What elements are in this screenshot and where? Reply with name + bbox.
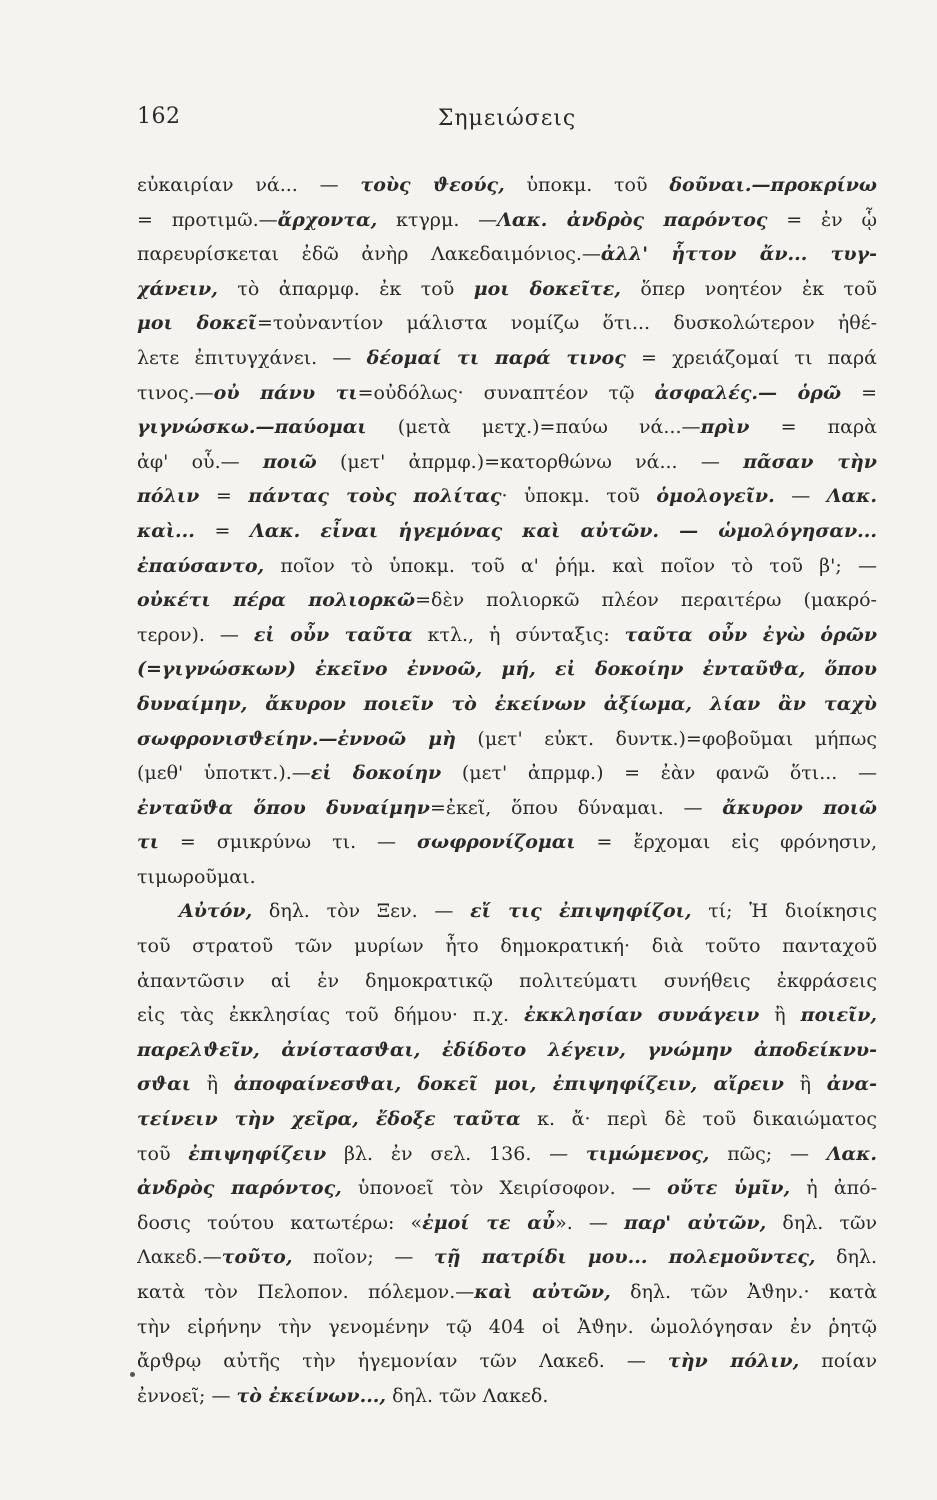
text-line: λετε ἐπιτυγχάνει. — δέομαί τι παρά τινος = χρειάζομαί τι παρά — [137, 346, 877, 369]
text-line: κατὰ τὸν Πελοπον. πόλεμον.—καὶ αὐτῶν, δηλ. τῶν Ἀϑην.· κατὰ — [137, 1281, 877, 1303]
text-line: Αὐτόν, δηλ. τὸν Ξεν. — εἴ τις ἐπιψηφίζοι, τί; Ἡ διοίκησις — [179, 900, 877, 923]
text-line: τερον). — εἰ οὖν ταῦτα κτλ., ἡ σύνταξις: ταῦτα οὖν ἐγὼ ὁρῶν — [137, 623, 877, 646]
text-line: ἀνδρὸς παρόντος, ὑπονοεῖ τὸν Χειρίσοφον. — οὔτε ὑμῖν, ἡ ἀπό- — [137, 1177, 877, 1200]
text-line: πόλιν = πάντας τοὺς πολίτας· ὑποκμ. τοῦ ὁμολογεῖν. — Λακ. — [137, 485, 877, 508]
text-line: παρευρίσκεται ἐδῶ ἀνὴρ Λακεδαιμόνιος.—ἀλλ' ἧττον ἄν... τυγ- — [137, 243, 877, 266]
text-line: οὐκέτι πέρα πολιορκῶ=δὲν πολιορκῶ πλέον περαιτέρω (μακρό- — [137, 589, 877, 612]
stray-mark — [130, 1372, 135, 1377]
text-line: τι = σμικρύνω τι. — σωφρονίζομαι = ἔρχομαι εἰς φρόνησιν, — [137, 831, 877, 854]
text-line: ἀφ' οὗ.— ποιῶ (μετ' ἀπρμφ.)=κατορθώνω νά... — πᾶσαν τὴν — [137, 450, 877, 473]
text-line: γιγνώσκω.—παύομαι (μετὰ μετχ.)=παύω νά...—πρὶν = παρὰ — [137, 416, 877, 439]
notes-text — [137, 168, 877, 1413]
text-line: ἀπαντῶσιν αἱ ἐν δημοκρατικῷ πολιτεύματι συνήθεις ἐκφράσεις — [137, 969, 877, 992]
running-head: Σημειώσεις — [437, 106, 577, 131]
text-line: παρελϑεῖν, ἀνίστασϑαι, ἐδίδοτο λέγειν, γνώμην ἀποδείκνυ- — [137, 1038, 877, 1061]
text-line: (=γιγνώσκων) ἐκεῖνο ἐννοῶ, μή, εἰ δοκοίην ἐνταῦϑα, ὅπου — [137, 658, 877, 681]
text-line: ἄρϑρῳ αὐτῆς τὴν ἡγεμονίαν τῶν Λακεδ. — τὴν πόλιν, ποίαν — [137, 1350, 877, 1373]
text-line: (μεθ' ὑποτκτ.).—εἰ δοκοίην (μετ' ἀπρμφ.) = ἐὰν φανῶ ὅτι... — — [137, 762, 877, 785]
text-line: εὐκαιρίαν νά... — τοὺς ϑεούς, ὑποκμ. τοῦ δοῦναι.—προκρίνω — [137, 174, 877, 196]
text-line: τιμωροῦμαι. — [137, 865, 256, 888]
text-line: εἰς τὰς ἐκκλησίας τοῦ δήμου· π.χ. ἐκκλησίαν συνάγειν ἢ ποιεῖν, — [137, 1004, 877, 1027]
text-line: δυναίμην, ἄκυρον ποιεῖν τὸ ἐκείνων ἀξίωμα, λίαν ἂν ταχὺ — [137, 692, 877, 715]
text-line: ἐννοεῖ; — τὸ ἐκείνων..., δηλ. τῶν Λακεδ. — [137, 1384, 549, 1407]
text-line: ἐνταῦϑα ὅπου δυναίμην=ἐκεῖ, ὅπου δύναμαι. — ἄκυρον ποιῶ — [137, 796, 877, 819]
page-number: 162 — [137, 104, 181, 129]
page-header — [137, 104, 877, 144]
text-line: χάνειν, τὸ ἀπαρμφ. ἐκ τοῦ μοι δοκεῖτε, ὅπερ νοητέον ἐκ τοῦ — [137, 277, 877, 300]
text-line: τινος.—οὐ πάνυ τι=οὐδόλως· συναπτέον τῷ ἀσφαλές.— ὁρῶ = — [137, 381, 877, 404]
text-line: καὶ... = Λακ. εἶναι ἡγεμόνας καὶ αὐτῶν. — ὡμολόγησαν... — [137, 519, 877, 542]
text-line: τὴν εἰρήνην τὴν γενομένην τῷ 404 οἱ Ἀϑην. ὡμολόγησαν ἐν ῥητῷ — [137, 1315, 877, 1338]
text-line: σϑαι ἢ ἀποφαίνεσϑαι, δοκεῖ μοι, ἐπιψηφίζειν, αἴρειν ἢ ἀνα- — [137, 1073, 877, 1096]
text-line: σωφρονισϑείην.—ἐννοῶ μὴ (μετ' εὐκτ. δυντκ.)=φοβοῦμαι μήπως — [137, 727, 877, 750]
text-line: τείνειν τὴν χεῖρα, ἔδοξε ταῦτα κ. ἄ· περὶ δὲ τοῦ δικαιώματος — [137, 1108, 877, 1131]
text-line: μοι δοκεῖ=τοὐναντίον μάλιστα νομίζω ὅτι... δυσκολώτερον ἠθέ- — [137, 312, 877, 335]
text-line: τοῦ ἐπιψηφίζειν βλ. ἐν σελ. 136. — τιμώμενος, πῶς; — Λακ. — [137, 1142, 877, 1165]
text-line: τοῦ στρατοῦ τῶν μυρίων ἦτο δημοκρατική· διὰ τοῦτο πανταχοῦ — [137, 935, 877, 958]
text-line: ἐπαύσαντο, ποῖον τὸ ὑποκμ. τοῦ α' ῥήμ. καὶ ποῖον τὸ τοῦ β'; — — [137, 554, 877, 577]
text-line: Λακεδ.—τοῦτο, ποῖον; — τῇ πατρίδι μου... πολεμοῦντες, δηλ. — [137, 1246, 877, 1269]
text-line: = προτιμῶ.—ἄρχοντα, κτγρμ. —Λακ. ἀνδρὸς παρόντος = ἐν ᾧ — [137, 208, 877, 231]
text-line: δοσις τούτου κατωτέρω: «ἐμοί τε αὖ». — παρ' αὐτῶν, δηλ. τῶν — [137, 1211, 877, 1234]
